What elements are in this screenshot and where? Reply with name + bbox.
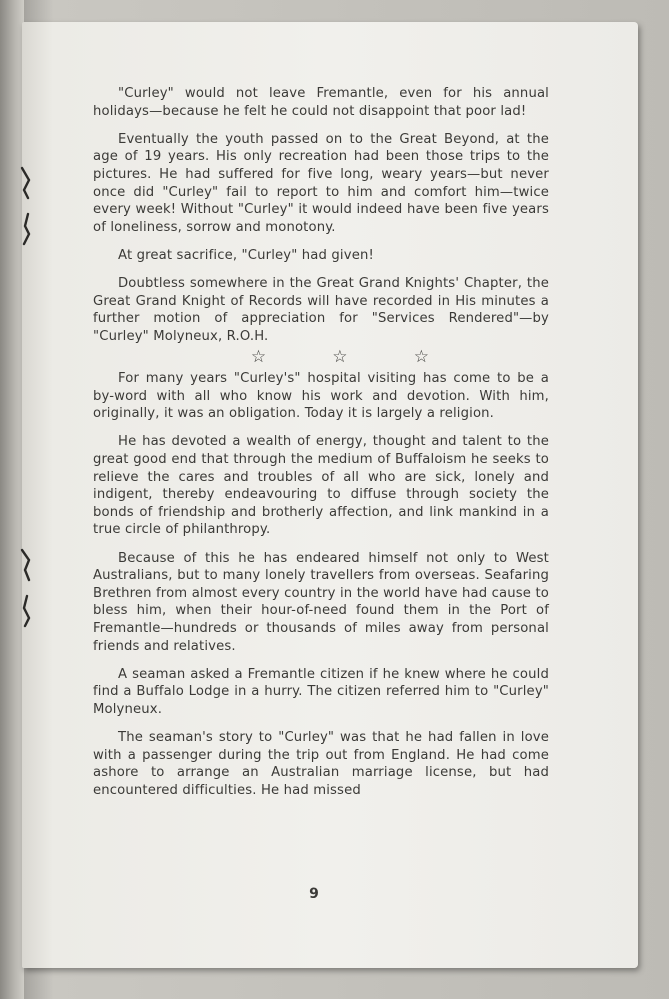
paragraph: Doubtless somewhere in the Great Grand Knights' Chapter, the Great Grand Knight of Records will have recorded in His minutes a further motion of appreciation for "Services Rendered"—by "Curley" Molyneux, R.O.H.: [93, 276, 549, 344]
star-outline-icon: ☆: [332, 347, 348, 368]
paragraph: Eventually the youth passed on to the Great Beyond, at the age of 19 years. His only recreation had been those trips to the pictures. He had suffered for five long, weary years—but never once did "Curley" fail to report to him and comfort him—twice every week! Without "Curley" it would indeed have been five years of loneliness, sorrow and monotony.: [93, 131, 549, 235]
thread-stitch-icon: [20, 548, 30, 582]
booklet-spine: [0, 0, 24, 999]
page-body-text: [93, 85, 549, 810]
paragraph: The seaman's story to "Curley" was that he had fallen in love with a passenger during the trip out from England. He had come ashore to arrange an Australian marriage license, but had encountered difficulties. He had missed: [93, 730, 549, 798]
paragraph: "Curley" would not leave Fremantle, even for his annual holidays—because he felt he could not disappoint that poor lad!: [93, 86, 549, 119]
paragraph: He has devoted a wealth of energy, thought and talent to the great good end that through the medium of Buffaloism he seeks to relieve the cares and troubles of all who are sick, lonely and indigent, thereby endeavouring to diffuse through society the bonds of friendship and brotherly affection, and link mankind in a true circle of philanthropy.: [93, 434, 549, 538]
star-separator: [131, 347, 549, 367]
paragraph: A seaman asked a Fremantle citizen if he knew where he could find a Buffalo Lodge in a hurry. The citizen referred him to "Curley" Molyneux.: [93, 666, 549, 717]
paragraph: For many years "Curley's" hospital visiting has come to be a by-word with all who know his work and devotion. With him, originally, it was an obligation. Today it is largely a religion.: [93, 371, 549, 422]
page-number: 9: [309, 886, 319, 902]
paragraph: At great sacrifice, "Curley" had given!: [118, 247, 374, 263]
thread-stitch-icon: [20, 166, 30, 200]
paragraph: Because of this he has endeared himself not only to West Australians, but to many lonely travellers from overseas. Seafaring Brethren from almost every country in the world have had cause to bless him, when their hour-of-need found them in the Port of Fremantle—hundreds or thousands of miles away from personal friends and relatives.: [93, 550, 549, 654]
star-outline-icon: ☆: [250, 347, 267, 368]
star-outline-icon: ☆: [413, 347, 430, 368]
thread-stitch-icon: [20, 212, 30, 246]
thread-stitch-icon: [20, 594, 30, 628]
